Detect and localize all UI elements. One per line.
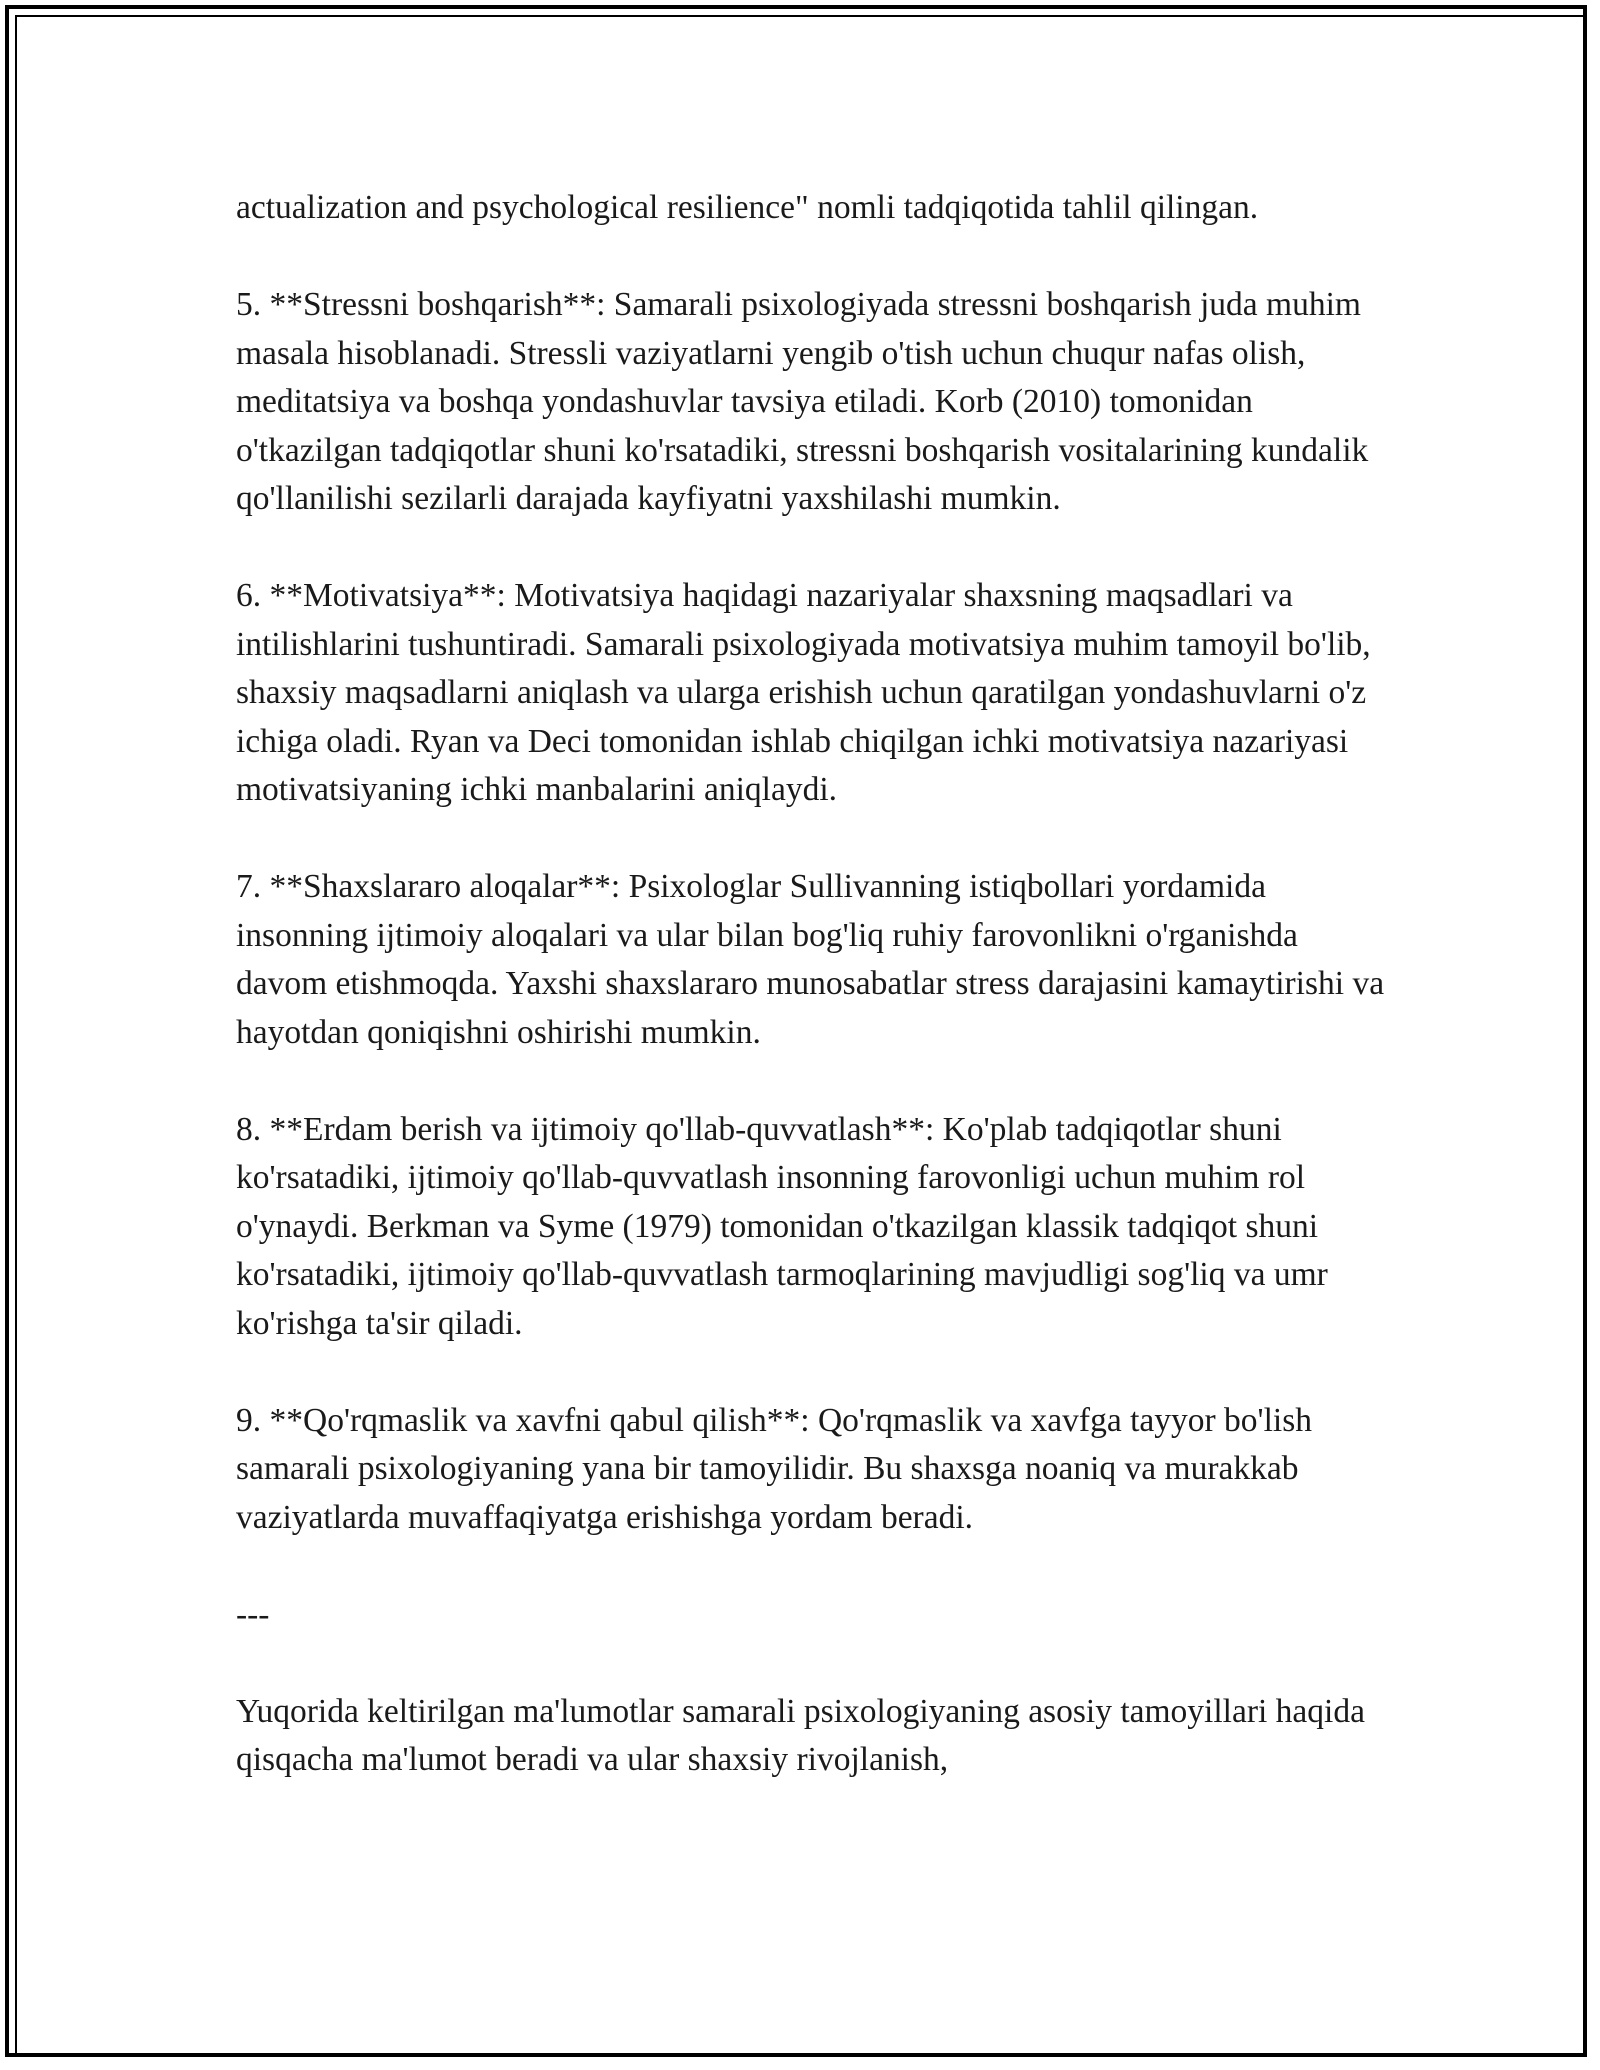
paragraph-stress-management: 5. **Stressni boshqarish**: Samarali psixologiyada stressni boshqarish juda muhim masala hisoblanadi. Stressli vaziyatlarni yengib o'tish uchun chuqur nafas olish, meditatsiya va boshqa yondashuvlar tavsiya etiladi. Korb (2010) tomonidan o'tkazilgan tadqiqotlar shuni ko'rsatadiki, stressni boshqarish vositalarining kundalik qo'llanilishi sezilarli darajada kayfiyatni yaxshilashi mumkin. bbox=[236, 286, 1369, 517]
paragraph-social-support: 8. **Erdam berish va ijtimoiy qo'llab-quvvatlash**: Ko'plab tadqiqotlar shuni ko'rsatadiki, ijtimoiy qo'llab-quvvatlash insonning farovonligi uchun muhim rol o'ynaydi. Berkman va Syme (1979) tomonidan o'tkazilgan klassik tadqiqot shuni ko'rsatadiki, ijtimoiy qo'llab-quvvatlash tarmoqlarining mavjudligi sog'liq va umr ko'rishga ta'sir qiladi. bbox=[236, 1110, 1328, 1342]
paragraph-summary: Yuqorida keltirilgan ma'lumotlar samarali psixologiyaning asosiy tamoyillari haqida qisqacha ma'lumot beradi va ular shaxsiy rivojlanish, bbox=[236, 1692, 1365, 1778]
section-separator: --- bbox=[236, 1595, 270, 1633]
paragraph-continuation: actualization and psychological resilience" nomli tadqiqotida tahlil qilingan. bbox=[236, 189, 1259, 226]
document-body bbox=[236, 184, 1386, 1785]
paragraph-motivation: 6. **Motivatsiya**: Motivatsiya haqidagi nazariyalar shaxsning maqsadlari va intilishlarini tushuntiradi. Samarali psixologiyada motivatsiya muhim tamoyil bo'lib, shaxsiy maqsadlarni aniqlash va ularga erishish uchun qaratilgan yondashuvlarni o'z ichiga oladi. Ryan va Deci tomonidan ishlab chiqilgan ichki motivatsiya nazariyasi motivatsiyaning ichki manbalarini aniqlaydi. bbox=[236, 577, 1371, 808]
paragraph-fearlessness: 9. **Qo'rqmaslik va xavfni qabul qilish**: Qo'rqmaslik va xavfga tayyor bo'lish samarali psixologiyaning yana bir tamoyilidir. Bu shaxsga noaniq va murakkab vaziyatlarda muvaffaqiyatga erishishga yordam beradi. bbox=[236, 1401, 1312, 1536]
paragraph-interpersonal-relations: 7. **Shaxslararo aloqalar**: Psixologlar Sullivanning istiqbollari yordamida insonning ijtimoiy aloqalari va ular bilan bog'liq ruhiy farovonlikni o'rganishda davom etishmoqda. Yaxshi shaxslararo munosabatlar stress darajasini kamaytirishi va hayotdan qoniqishni oshirishi mumkin. bbox=[236, 868, 1385, 1051]
